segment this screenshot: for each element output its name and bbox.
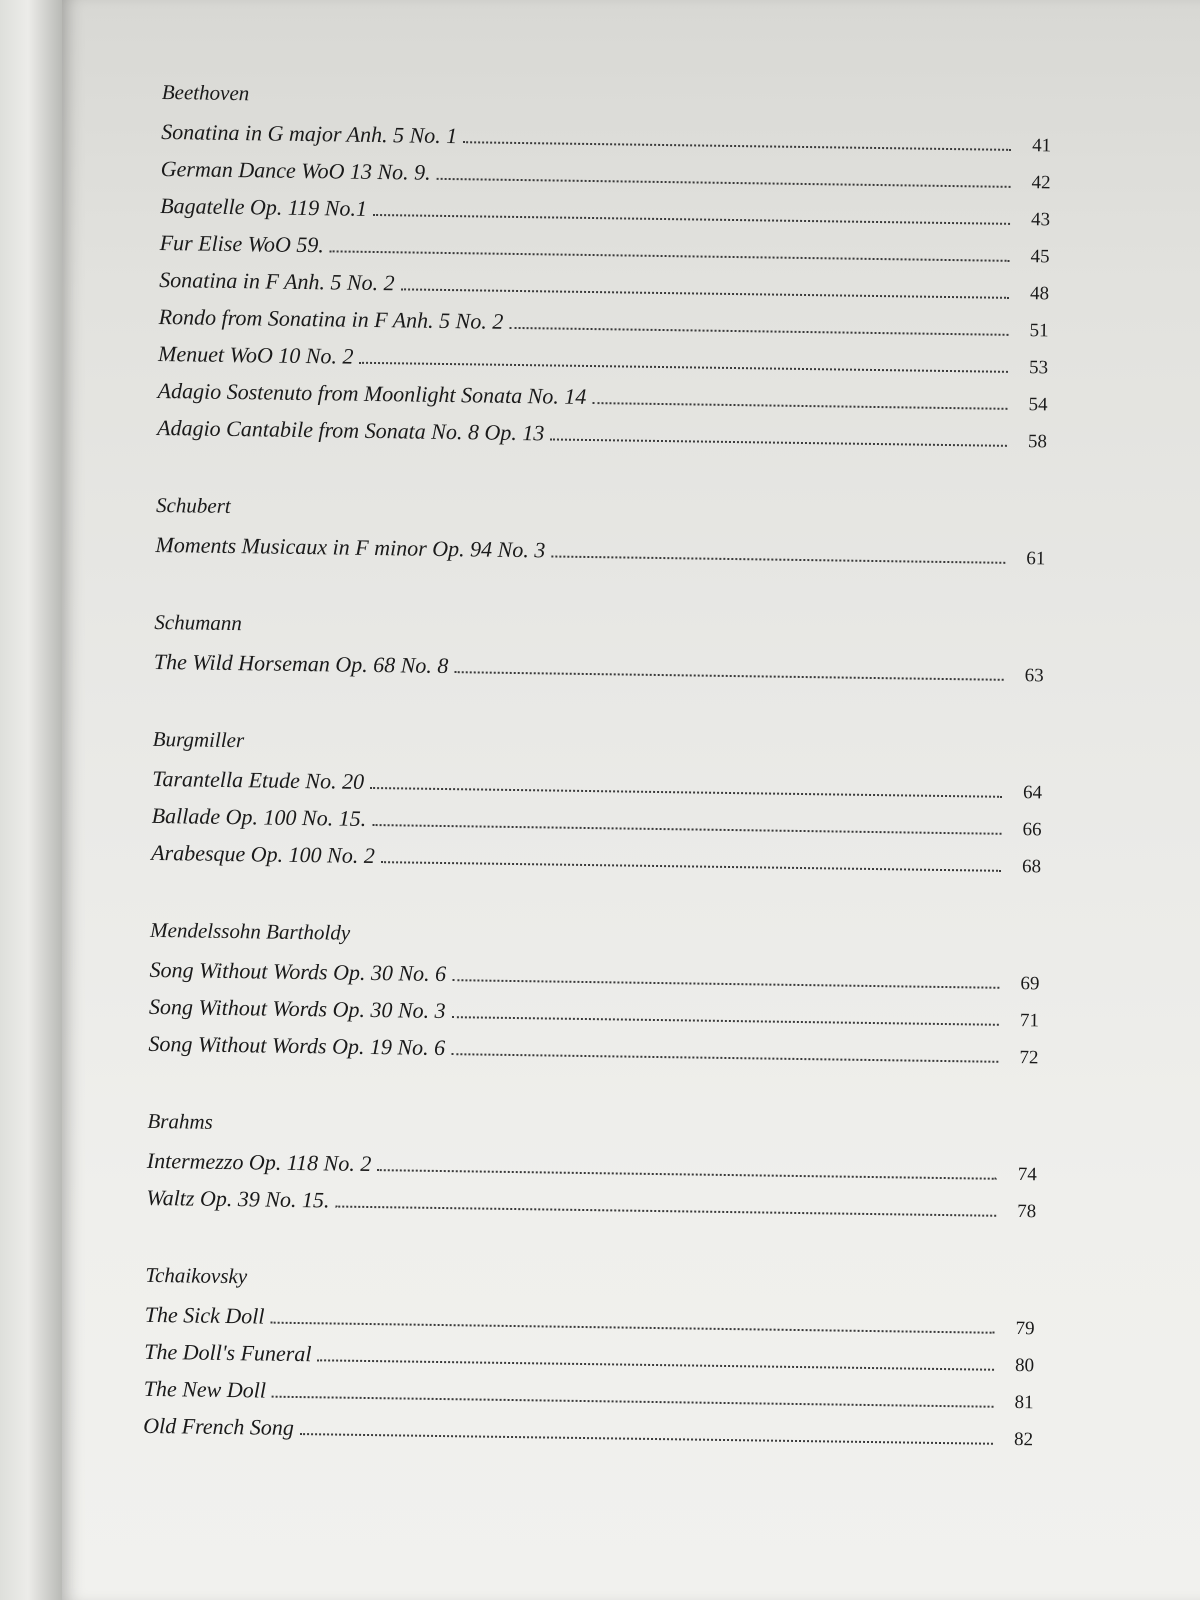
composer-heading: Mendelssohn Bartholdy bbox=[149, 917, 351, 945]
page-number: 42 bbox=[1031, 172, 1051, 194]
dot-leader bbox=[373, 214, 1010, 225]
dot-leader bbox=[401, 288, 1009, 298]
piece-title: The New Doll bbox=[143, 1375, 267, 1403]
page-number: 43 bbox=[1030, 209, 1051, 231]
page-number: 66 bbox=[1022, 819, 1042, 841]
piece-title: The Sick Doll bbox=[144, 1301, 265, 1329]
page-number: 80 bbox=[1014, 1355, 1035, 1377]
piece-title: Ballade Op. 100 No. 15. bbox=[151, 802, 367, 831]
page-number: 64 bbox=[1022, 782, 1043, 804]
composer-heading: Beethoven bbox=[161, 79, 250, 106]
composer-section bbox=[151, 725, 1043, 888]
page-number: 74 bbox=[1017, 1164, 1037, 1186]
dot-leader bbox=[551, 555, 1005, 563]
piece-title: Adagio Sostenuto from Moonlight Sonata No. 14 bbox=[157, 377, 587, 409]
dot-leader bbox=[370, 787, 1002, 798]
piece-title: Rondo from Sonatina in F Anh. 5 No. 2 bbox=[158, 303, 504, 334]
dot-leader bbox=[451, 1053, 998, 1063]
piece-title: Sonatina in G major Anh. 5 No. 1 bbox=[161, 118, 458, 149]
piece-title: Sonatina in F Anh. 5 No. 2 bbox=[159, 266, 395, 296]
dot-leader bbox=[359, 362, 1008, 373]
page-number: 41 bbox=[1031, 135, 1052, 157]
page-number: 71 bbox=[1019, 1010, 1040, 1032]
piece-title: Bagatelle Op. 119 No.1 bbox=[160, 192, 368, 221]
page-number: 72 bbox=[1019, 1047, 1039, 1069]
page-number: 82 bbox=[1013, 1429, 1034, 1451]
composer-heading: Schumann bbox=[154, 609, 243, 636]
dot-leader bbox=[330, 250, 1010, 261]
composer-section bbox=[143, 1261, 1036, 1461]
composer-heading: Burgmiller bbox=[152, 726, 245, 753]
piece-title: Arabesque Op. 100 No. 2 bbox=[151, 839, 375, 869]
page-number: 78 bbox=[1017, 1201, 1037, 1223]
page-number: 79 bbox=[1015, 1318, 1035, 1340]
dot-leader bbox=[509, 327, 1008, 336]
composer-section bbox=[154, 608, 1045, 697]
composer-heading: Schubert bbox=[155, 492, 231, 518]
dot-leader bbox=[592, 402, 1007, 410]
piece-title: The Wild Horseman Op. 68 No. 8 bbox=[153, 648, 449, 679]
dot-leader bbox=[377, 1169, 996, 1180]
piece-title: Song Without Words Op. 30 No. 3 bbox=[148, 993, 446, 1024]
toc-entry bbox=[154, 648, 1044, 697]
piece-title: Menuet WoO 10 No. 2 bbox=[157, 340, 354, 369]
piece-title: Waltz Op. 39 No. 15. bbox=[146, 1184, 330, 1213]
piece-title: Song Without Words Op. 30 No. 6 bbox=[149, 956, 447, 987]
dot-leader bbox=[550, 438, 1007, 446]
page-number: 51 bbox=[1029, 320, 1049, 342]
page-number: 53 bbox=[1028, 357, 1049, 379]
dot-leader bbox=[436, 178, 1010, 188]
piece-title: Fur Elise WoO 59. bbox=[159, 229, 325, 258]
composer-section bbox=[146, 1107, 1038, 1233]
composer-section bbox=[157, 78, 1052, 463]
table-of-contents bbox=[143, 78, 1052, 1461]
composer-section bbox=[148, 916, 1040, 1079]
dot-leader bbox=[381, 861, 1001, 872]
dot-leader bbox=[300, 1433, 993, 1445]
dot-leader bbox=[272, 1396, 994, 1408]
piece-title: Song Without Words Op. 19 No. 6 bbox=[148, 1030, 446, 1061]
dot-leader bbox=[463, 141, 1011, 151]
page-number: 63 bbox=[1024, 665, 1044, 687]
piece-title: The Doll's Funeral bbox=[144, 1338, 312, 1367]
dot-leader bbox=[454, 671, 1003, 681]
piece-title: Tarantella Etude No. 20 bbox=[152, 765, 365, 794]
page-number: 54 bbox=[1028, 394, 1048, 416]
piece-title: German Dance WoO 13 No. 9. bbox=[160, 155, 431, 185]
page-number: 69 bbox=[1020, 973, 1040, 995]
composer-section bbox=[155, 491, 1046, 580]
page-number: 58 bbox=[1027, 431, 1048, 453]
dot-leader bbox=[372, 824, 1001, 835]
page-number: 68 bbox=[1021, 856, 1042, 878]
page-number: 81 bbox=[1014, 1392, 1034, 1414]
toc-entry bbox=[155, 531, 1045, 580]
book-binding bbox=[0, 0, 62, 1600]
composer-heading: Tchaikovsky bbox=[145, 1262, 248, 1289]
dot-leader bbox=[335, 1206, 996, 1217]
dot-leader bbox=[317, 1359, 994, 1370]
book-page bbox=[62, 0, 1200, 1600]
piece-title: Intermezzo Op. 118 No. 2 bbox=[146, 1147, 372, 1177]
piece-title: Old French Song bbox=[143, 1412, 295, 1440]
piece-title: Adagio Cantabile from Sonata No. 8 Op. 13 bbox=[156, 414, 545, 446]
page-number: 61 bbox=[1026, 548, 1046, 570]
page-number: 48 bbox=[1029, 283, 1050, 305]
dot-leader bbox=[452, 979, 999, 989]
composer-heading: Brahms bbox=[147, 1108, 213, 1134]
page-number: 45 bbox=[1030, 246, 1050, 268]
dot-leader bbox=[270, 1322, 994, 1334]
piece-title: Moments Musicaux in F minor Op. 94 No. 3 bbox=[155, 531, 546, 563]
dot-leader bbox=[452, 1016, 999, 1026]
